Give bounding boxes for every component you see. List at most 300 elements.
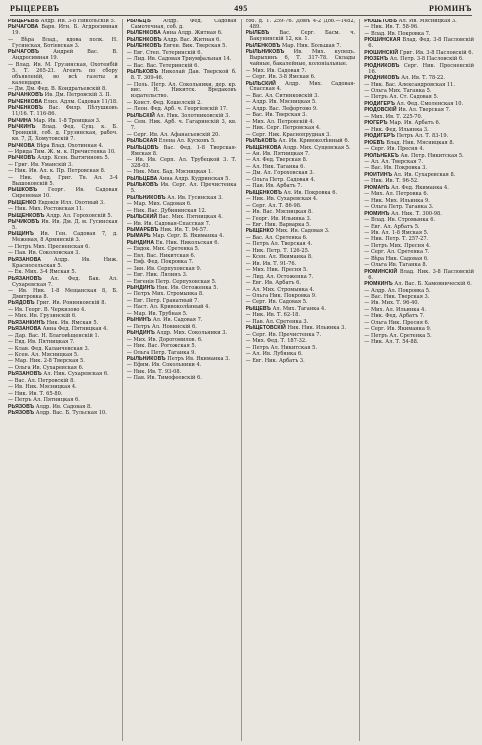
entry-text: — Петръ Мих. Пресня 4. xyxy=(364,242,431,249)
entry-text: — Петръ Ал. Новинскій 6. xyxy=(126,323,197,330)
entry-text: — Евф. Фед. Покровка 7. xyxy=(126,259,194,266)
entry-text: Евген. Вик. Тверская 5. xyxy=(163,43,228,50)
entry-text: — Вѣра Влад., вдова полк. Н. Гусинская, Ботіевская 3. xyxy=(8,36,118,49)
column-2 xyxy=(127,19,237,741)
entry-surname: РЮМАНЪ xyxy=(364,184,390,191)
entry-text: — Мар. Мих. Садовая 6. xyxy=(126,201,192,208)
directory-entry xyxy=(127,70,237,82)
entry-text: — Петръ Ал. Пятницкая 6. xyxy=(8,397,80,404)
entry-surname: РЫЛЬСКІЙ xyxy=(126,112,155,119)
entry-text: — Мих. Ал. Петровскій 4. xyxy=(245,118,315,125)
entry-text: — Ив. Ив. Серп. Ал. Трубецкой 3. Т. 328-03. xyxy=(126,156,237,169)
entry-text: — Евг. Ник. Арбатъ 3. xyxy=(245,357,305,364)
entry-text: — Ник. Вас. Дубининская 12. xyxy=(126,207,207,214)
entry-text: — Ив. Вас. Мясницкая 8. xyxy=(245,209,313,216)
entry-text: Елена Ал. Кусковъ 5. xyxy=(158,138,216,145)
entry-text: Алдр. Ив. 3-8 Никольскій 5. xyxy=(40,19,116,24)
columns-container xyxy=(8,19,474,741)
entry-text: — Лид. Ив. Садовая Триумфальная 14. xyxy=(126,56,232,63)
entry-text: Ник. Ив. Остоженка 5. xyxy=(156,285,219,292)
entry-text: Вас. Филр. Пѣтушковъ 11/16. Т. 116-86. xyxy=(12,105,118,118)
entry-surname: РЫЩЕНКО xyxy=(8,199,37,206)
column-divider xyxy=(359,19,360,741)
entry-surname: РЮДНИКОВЪ xyxy=(364,62,400,69)
entry-text: Ал. Фед. Смоленская 10. xyxy=(396,100,464,107)
entry-surname: РЫНИНЪ xyxy=(126,317,152,324)
header-left-keyword: РЫЦЕРЕВЪ xyxy=(10,4,60,13)
entry-surname: РЮЕВЪ xyxy=(364,139,385,146)
entry-text: Алдр. Ал. Гороховскій 5. xyxy=(46,212,113,219)
directory-entry xyxy=(8,25,118,37)
entry-text: Вас. Серг. Басм. ч. Бакунинскій 12, кв. 1. xyxy=(249,30,356,43)
entry-text: — Евг. Ив. Арбатъ 6. xyxy=(245,280,302,287)
entry-text: — Влад. Ив. Покровка 7. xyxy=(364,30,431,37)
entry-text: Ал. Ив. Сухаревская 8. xyxy=(393,171,456,178)
entry-text: — Наст. Ал. Кривоколѣнный 4. xyxy=(126,304,210,311)
directory-entry xyxy=(8,63,118,87)
entry-text: Петръ Ал. Т. 83-19. xyxy=(396,133,449,140)
entry-text: Ал. Вас. Б. Хамовническій 6. xyxy=(394,281,472,288)
entry-text: — Георг. Ив. Ильинка 3. xyxy=(245,215,312,222)
entry-text: Влад. Фед. 3-8 Пасловскій 6. xyxy=(368,37,474,50)
entry-text: Мар. Ив. 1-8 Троицкая 3. xyxy=(33,117,101,124)
directory-entry xyxy=(127,376,237,382)
entry-text: — Ник. Серг. Петровская 4. xyxy=(245,125,321,132)
entry-text: — Ольга Ив. Сухаревская 6. xyxy=(8,364,84,371)
entry-text: — Мих. Ал. Ильинка 4. xyxy=(364,306,426,313)
directory-entry xyxy=(127,19,237,31)
entry-text: — Ирида Тим. Ж. м. к. Пречистенка 10. xyxy=(8,149,116,156)
entry-text: Алдр. Вас. Житная 6. xyxy=(163,36,221,43)
entry-text: Григ. Ив. Ронинковскій 8. xyxy=(36,300,107,307)
entry-text: — Вас. Вас. Тетеринскій 6. xyxy=(126,62,200,69)
entry-text: Влад. Фед. Сущ. к. Б. Троицкій, соб. д. Грузинская, рабоч. кв. 7, Д. Хомутовскій 7. xyxy=(12,124,118,143)
entry-surname: РЫЛЕНКОВЪ xyxy=(245,42,281,49)
entry-surname: РЬЯЗАНОВА xyxy=(8,256,42,263)
entry-text: — Ив. Ник. 1-8 Мещанская 8, Б. Дмитровка 8. xyxy=(8,287,118,300)
entry-text: — Ольга Петр. Таганка 3. xyxy=(364,204,434,211)
entry-surname: РЫЛЬКОВЪ xyxy=(126,182,159,189)
entry-text: — Ал. Ив. Лубянка 6. xyxy=(245,351,303,358)
directory-entry xyxy=(246,359,356,365)
entry-text: Вас. Мих. Пятницкая 4. xyxy=(158,214,223,221)
entry-surname: РЬЯЗОВЪ xyxy=(8,403,35,410)
entry-surname: РЫЛЬСКИЙ xyxy=(126,214,158,221)
directory-entry xyxy=(8,411,118,417)
entry-text: Алдр. Ив. Садовая 8. xyxy=(35,403,92,410)
entry-text: — Евг. Ал. Арбатъ 5. xyxy=(364,223,420,230)
entry-surname: РЬЯЗАНКИНЪ xyxy=(8,319,45,326)
entry-text: — Пав. Ив. Тимофеевскій 6. xyxy=(126,375,202,382)
entry-text: Алдр. Мих. Сокольники 3. xyxy=(156,330,228,337)
entry-surname: РЫЧЕНКОВЪ xyxy=(8,105,43,112)
entry-text: — Ек. Мих. 3-4 Ямская 5. xyxy=(8,269,77,276)
entry-text: — Пав. Ив. Соколовская 3. xyxy=(8,250,80,257)
entry-surname: РЮЛЬНЕКЕЪ xyxy=(364,152,399,159)
entry-surname: РЫЛЬКОВЪ xyxy=(245,138,277,145)
entry-text: — Серг. Ал. Сретенка 7. xyxy=(364,249,430,256)
directory-entry xyxy=(8,106,118,118)
entry-surname: РЬЯЗОВЪ xyxy=(8,410,35,417)
entry-text: — Ник. Ив. Т. 62-18. xyxy=(245,312,300,319)
directory-entry xyxy=(8,277,118,289)
entry-text: — Евг. Петр. Гранатный 7. xyxy=(126,297,199,304)
directory-entry xyxy=(8,125,118,143)
entry-surname: РЫНДИНА xyxy=(126,239,155,246)
entry-text: — Серг. Ив. Садовая 5. xyxy=(245,299,308,306)
entry-surname: РЫШКОВЪ xyxy=(8,187,38,194)
entry-text: Варв. Игн. Б. Агдросимная 19. xyxy=(12,24,118,37)
entry-text: Ив. Ал. Тверская 7. xyxy=(398,107,451,114)
entry-text: — Ник. Фед. Ильинка 3. xyxy=(364,126,429,133)
entry-surname: РЫЩЕВЪ xyxy=(245,305,271,312)
entry-text: — Ник. Фед. Арбатъ 7. xyxy=(364,313,425,320)
entry-text: — Ник. Ив. Т. 65-80. xyxy=(8,390,63,397)
entry-surname: РЮГЕРЪ xyxy=(364,120,388,127)
header-rule xyxy=(10,15,472,16)
entry-surname: РЫЛЬЦОВЪ xyxy=(126,144,159,151)
entry-text: — Ив. Георг. В. Черкизово 4. xyxy=(8,306,86,313)
entry-text: — Вас. Ив. Покровка 3. xyxy=(364,165,427,172)
entry-text: — Мих. Ив. Садовая 7. xyxy=(245,67,307,74)
entry-text: — Ник. Ив. Т. 58-96. xyxy=(364,24,419,31)
directory-entry xyxy=(127,146,237,158)
entry-text: Ал. Фед. Бак. Ал. Сухаревская 7. xyxy=(12,275,118,288)
entry-surname: РЫЩЕНКОВЪ xyxy=(8,212,45,219)
entry-text: Елиз. Адлм. Садовая 11/18. xyxy=(43,98,118,105)
entry-text: Ал. Ив. Т. 78-22. xyxy=(401,75,446,82)
entry-text: — Вас. Ник. Тверская 3. xyxy=(364,293,430,300)
entry-text: — Дар. Вас. Н. Благовѣщенскій 1. xyxy=(8,332,100,339)
directory-entry xyxy=(127,120,237,132)
entry-text: Мар. Ник. Большая 7. xyxy=(282,42,342,49)
entry-text: — Евг. Степ. Тетеринскій 6. xyxy=(126,49,203,56)
directory-entry xyxy=(8,289,118,301)
entry-surname: РЫЩЕНКОВА xyxy=(245,144,282,151)
entry-text: Влад. Ник. Мясницкая 8. xyxy=(386,139,455,146)
entry-text: — Григ. Ив. Уманскій 3. xyxy=(8,161,73,168)
column-divider xyxy=(122,19,123,741)
directory-entry xyxy=(8,176,118,188)
entry-text: — Алдр. Ал. Покровка 5. xyxy=(364,287,431,294)
entry-text: Алдр. Фед. Садовая Самотечная, соб. д. xyxy=(130,19,237,30)
entry-surname: РЫЛЬНИКОВЪ xyxy=(126,356,166,363)
directory-entry xyxy=(127,83,237,101)
entry-surname: РЮШИНСКАЯ xyxy=(364,37,401,44)
entry-text: Ал. Ив. Покровка 6. xyxy=(283,189,338,196)
entry-text: — Конст. Фед. Кошелскій 2. xyxy=(126,99,202,106)
directory-entry xyxy=(364,340,474,346)
entry-text: — Вас. Ал. Сретенка 6. xyxy=(245,234,308,241)
entry-text: Ал. Ив. Мясницкая 3. xyxy=(398,19,457,24)
entry-text: — Ник. Ив. Ал. к. Пр. Петровская 8. xyxy=(8,168,106,175)
entry-text: — Вас. Ив. Тверская 3. xyxy=(245,112,307,119)
entry-surname: РЫЧИНА xyxy=(8,117,32,124)
entry-text: — Зин. Ив. Серпуховская 9. xyxy=(126,265,202,272)
entry-surname: РЮДОВСКІЙ xyxy=(364,107,397,114)
entry-text: Ан. Петр. Никитская 5. xyxy=(400,152,464,159)
entry-text: Алдр. Мих. Садовая-Спасская 4. xyxy=(249,80,356,93)
entry-text: — Мар. Ив. Трубная 5. xyxy=(126,310,188,317)
entry-text: Ал. Ник. Т. 300-98. xyxy=(391,210,442,217)
entry-text: Ник. Ив. Т. 94-57. xyxy=(160,226,208,233)
directory-entry xyxy=(364,270,474,282)
entry-text: соб. д. Т. 259-76. Домъ 4-2 Доб.—1482, 489. xyxy=(245,19,356,30)
entry-text: — Ал. Ал. Тверская 7. xyxy=(364,158,423,165)
entry-text: — Ал. Мих. Стромынка 4. xyxy=(245,286,315,293)
entry-surname: РЮДИГЕРЪ xyxy=(364,133,395,140)
entry-text: — Леон. Фед. Арб. ч. Георгіевскій 17. xyxy=(126,106,228,113)
entry-text: — Влад. Ив. Стромынка 6. xyxy=(364,217,436,224)
entry-text: — Поль. Петр. Ал. Сокольники, дер. кр. вис. Н. Никитск. Вредаковъ издательство. xyxy=(126,81,237,100)
entry-surname: РЫЦЕРЕВЪ xyxy=(8,19,39,24)
entry-surname: РЫЩЕНКО xyxy=(245,228,274,235)
entry-surname: РЫЩИНЪ xyxy=(8,231,34,238)
directory-entry xyxy=(8,220,118,232)
entry-text: Ник. Ник. Ильинка 3. xyxy=(287,325,346,332)
entry-surname: РЫЛЬНИКОВЪ xyxy=(245,49,285,56)
entry-text: — Мих. Ал. Петровка 6. xyxy=(364,191,429,198)
entry-text: — Клав. Фед. Каланчевская 3. xyxy=(8,345,90,352)
entry-surname: РЫМАРЕВЪ xyxy=(126,226,159,233)
page-number: 495 xyxy=(234,4,248,13)
entry-text: — Ефим. Ив. Сокольники 4. xyxy=(126,362,202,369)
entry-text: — Серг. Ив. Пресня 4. xyxy=(364,146,425,153)
entry-text: — Ольга Петр. Садовая 4. xyxy=(245,176,316,183)
entry-text: — Серг. Ив. 3-8 Ямская 6. xyxy=(245,74,316,81)
entry-text: Ал. Ник. Сухаревская 6. xyxy=(43,371,109,378)
directory-entry xyxy=(246,31,356,43)
entry-surname: РЮШЕТОВЪ xyxy=(364,19,398,24)
entry-text: — Петръ Мих. Пресненская 6. xyxy=(8,243,90,250)
entry-text: Алдр. Мих. Сущевская 5. xyxy=(282,144,351,151)
entry-text: — Мих. Ив. Т. 225-70. xyxy=(364,113,423,120)
entry-surname: РЫЛЬНИКОВЪ xyxy=(126,194,166,201)
entry-text: Анна Алдр. Кудринская 5. xyxy=(159,175,230,182)
entry-text: — Ник. Вас. Рогожская 5. xyxy=(126,343,197,350)
entry-text: — Мих. Ив. Грузинскій 6. xyxy=(8,313,77,320)
entry-text: Ал. Фед. Якиманка 4. xyxy=(391,184,449,191)
entry-text: — Ник. Ал. Т. 54-88. xyxy=(364,339,419,346)
entry-text: — Серг. Ив. Якиманка 9. xyxy=(364,326,432,333)
entry-text: — Ксен. Ал. Мясницкая 5. xyxy=(8,352,79,359)
entry-text: — Петръ Ал. Сретенка 5. xyxy=(364,332,432,339)
entry-text: — Вас. Ал. Ситниковскій 3. xyxy=(245,92,319,99)
entry-text: — Лид. Ал. Остоженка 7. xyxy=(245,273,314,280)
entry-surname: РЫЧАНКОВЪ xyxy=(8,92,44,99)
entry-text: — Ив. Ив. Садовая-Спасская 7. xyxy=(126,220,211,227)
entry-surname: РЮМКИНЪ xyxy=(364,281,393,288)
entry-surname: РЫЛЬЦЕВА xyxy=(126,175,158,182)
column-3 xyxy=(246,19,356,741)
entry-text: Ек. Ник. Никольская 6. xyxy=(155,239,220,246)
entry-surname: РЮДНИКОВЪ xyxy=(364,75,400,82)
entry-text: — Ксен. Ал. Якиманка 8. xyxy=(245,254,313,261)
entry-text: — Евдок. Мих. Сретенка 5. xyxy=(126,246,200,253)
entry-text: Влад. Ник. 3-8 Пасловскій 6. xyxy=(368,268,474,281)
entry-text: Ал. Ив. Садовая 7. xyxy=(152,317,203,324)
entry-text: Ал. Петр. 3-8 Пасловскій 6. xyxy=(389,56,464,63)
entry-text: Григ. Ив. 3-8 Пасловскій 6. xyxy=(399,49,474,56)
entry-text: Евдокія Илл. Охотный 3. xyxy=(38,199,105,206)
entry-text: Мар. Ив. Арбатъ 6. xyxy=(389,120,441,127)
header-right-keyword: РЮМИНЪ xyxy=(428,4,472,13)
entry-text: — Ив. Ив. Т. 91-76. xyxy=(245,260,297,267)
entry-text: Вѣра Влад. Охотинная 4. xyxy=(36,142,104,149)
entry-text: — Ив. Ник. Мясницкая 4. xyxy=(8,384,77,391)
entry-surname: РЮМИНЪ xyxy=(364,210,390,217)
entry-surname: РЫЛЕЦЪ xyxy=(126,19,151,24)
entry-surname: РЫЩЕТОВСКІЙ xyxy=(245,325,286,332)
entry-text: — Серг. Ал. Т. 86-98. xyxy=(245,202,302,209)
entry-text: — Мих. Фед. Т. 187-32. xyxy=(245,338,307,345)
entry-text: Ив. Мих. купецъ. Вырыхинъ 6, Т. 317-78. Склады чайные, бакалейные, колоніальные. xyxy=(249,49,356,68)
entry-text: — Ал. Фед. Тверская 8. xyxy=(245,157,308,164)
directory-entry xyxy=(246,19,356,31)
entry-text: — Ник. Фед. Григ. Тв. Ал. 3-4 Вышоковскій 5. xyxy=(8,174,118,187)
entry-text: — Пав. Ив. Арбатъ 7. xyxy=(245,183,303,190)
entry-text: — Дм. Дм. Фед. В. Кондратьевскій 8. xyxy=(8,85,107,92)
entry-text: — Петръ Ал. Тверская 4. xyxy=(245,241,313,248)
entry-text: — Серг. Ив. Ал. Афанасьевскій 20. xyxy=(126,131,221,138)
entry-text: Ал. Ив. Гусинская 3. xyxy=(167,194,223,201)
entry-surname: РЫНДИНЪ xyxy=(126,330,155,337)
entry-surname: РЬЯДОВЪ xyxy=(8,300,35,307)
entry-text: — Ник. Ив. Т. 96-52. xyxy=(364,178,419,185)
entry-text: — Ник. Вас. Александровская 11. xyxy=(364,81,456,88)
entry-text: Ив. Дм. Петровскій 3. II. xyxy=(44,92,111,99)
entry-surname: РЫЧАГОВА xyxy=(8,24,39,31)
entry-text: Вас. Фед. 1-8 Тверская-Ямская 8. xyxy=(130,144,237,157)
entry-text: — Ник. Мих. Бад. Мясницкая 1. xyxy=(126,169,213,176)
entry-text: — Алдр. Ив. Мясницкая 5. xyxy=(245,99,317,106)
entry-text: Николай Дан. Тверской б. 8. Т. 309-46. xyxy=(130,69,237,82)
entry-text: — Евл. Вас. Никитская 6. xyxy=(126,252,196,259)
entry-text: — Ольга Петр. Таганка 9. xyxy=(126,349,196,356)
entry-text: — Ив. Ал. 1-8 Ямская 5. xyxy=(364,229,429,236)
entry-text: — Вѣра Ник. Садовая 6. xyxy=(364,255,429,262)
directory-entry xyxy=(127,183,237,195)
column-1 xyxy=(8,19,118,741)
entry-text: — Мих. Ник. Пресня 5. xyxy=(245,267,308,274)
entry-text: — Ольга Ив. Таганка 8. xyxy=(364,262,428,269)
entry-text: — Евд. Ив. Пятницкая 7. xyxy=(8,339,75,346)
entry-text: Алдр. Ив. Ниж. Красносельская 5. xyxy=(12,256,118,269)
entry-text: — Евг. Ник. Варварка 5. xyxy=(245,222,311,228)
entry-text: Ал. Ник. Золотниковскій 3. xyxy=(156,112,230,119)
entry-text: Анна Фед. Пятницкая 4. xyxy=(42,326,109,333)
column-4 xyxy=(364,19,474,741)
entry-surname: РЫЛЕНКОВЪ xyxy=(126,43,162,50)
entry-text: — Ольга Мих. Таганка 5. xyxy=(364,87,432,94)
entry-text: — Петръ Мих. Стромынка 8. xyxy=(126,291,204,298)
entry-text: — Сем. Ник. Арб. ч. Гагаринскій 3, кв. 7. xyxy=(126,119,237,132)
entry-text: Алдр. Вас. Б. Тульская 10. xyxy=(35,410,107,417)
entry-surname: РЫЛЬКОВЪ xyxy=(126,69,159,76)
entry-text: — Ник. Ив. Т. 93-08. xyxy=(126,368,182,375)
entry-text: Алдр. Ксен. Вытягиновъ 5. xyxy=(37,155,110,162)
directory-entry xyxy=(8,50,118,62)
entry-text: Ал. Ив. Кривоколѣнный 6. xyxy=(278,138,350,145)
entry-text: — Ольга Ник. Пресня 6. xyxy=(364,319,430,326)
directory-entry xyxy=(246,50,356,68)
entry-surname: РЫЧКИНЪ xyxy=(8,124,36,131)
entry-text: — Ан. Ив. Пятницкая 7. xyxy=(245,151,310,158)
directory-entry xyxy=(246,82,356,94)
entry-surname: РЫЛЬСКИЙ xyxy=(245,80,276,87)
entry-surname: РЫЧЕНКОВА xyxy=(8,98,43,105)
entry-surname: РЬЯЗАНОВА xyxy=(8,326,42,333)
entry-text: — Евгенія Петр. Серпуховская 5. xyxy=(126,278,217,285)
entry-text: Ал. Мих. Таганка 4. xyxy=(272,305,326,312)
entry-surname: РЫЧАГОВЪ xyxy=(8,49,40,56)
entry-surname: РЮШИНСКІЙ xyxy=(364,49,399,56)
entry-text: — Ник. Мих. Ростовская 11. xyxy=(8,206,84,213)
entry-text: Серг. Ник. Пресненскій 16. xyxy=(368,62,474,75)
entry-text: — Серг. Ив. Пречистенка 7. xyxy=(245,331,322,338)
entry-text: — Ник. Мих. Ильинка 9. xyxy=(364,197,430,204)
entry-text: Ник. Ив. Ямская 5. xyxy=(46,319,99,326)
entry-text: Ив. Ген. Садовая 7, д. Межевая, 8 Армянскій 3. xyxy=(12,231,118,244)
entry-text: — Ник. Петр. Т. 257-27. xyxy=(364,236,429,243)
entry-surname: РЫЧКОВА xyxy=(8,142,35,149)
entry-text: — Петръ Ал. Никитская 5. xyxy=(245,344,317,351)
directory-entry xyxy=(364,38,474,50)
entry-surname: РЮЗЕНЪ xyxy=(364,56,389,63)
entry-text: — Дм. Ал. Гороховская 3. xyxy=(245,170,315,177)
entry-text: Андрей Вас. В. Андросимная 19. xyxy=(12,49,118,62)
entry-text: Ив. Ив. Дм. Д. м. Гусинская 5. xyxy=(12,219,118,231)
entry-text: — Влад. Ив. М. Грузинская, Охотенбій 5. Т. 265-21. Агентъ по сбору объявленій, во всѣ газеты и календари. xyxy=(8,61,118,86)
entry-text: — Вас. Ал. Петровскій 8. xyxy=(8,377,75,384)
entry-text: — Ник. Ив. Сухаревская 4. xyxy=(245,196,318,203)
entry-text: Ив. Серг. Ал. Пречистенка 5. xyxy=(130,182,237,195)
entry-text: Мар. Серг. Б. Якиманка 4. xyxy=(152,233,224,240)
entry-text: — Ник. Петр. Т. 126-25. xyxy=(245,247,310,254)
directory-entry xyxy=(8,38,118,50)
entry-surname: РЫЧКОВЪ xyxy=(8,155,36,162)
entry-text: — Мар. Ник. 2-8 Тверская 5. xyxy=(8,358,85,365)
entry-surname: РЫНДИНЪ xyxy=(126,285,155,292)
entry-surname: РЫЩЕНКОВЪ xyxy=(245,189,282,196)
entry-text: — Серг. Ник. Краснопрудная 3. xyxy=(245,131,332,138)
entry-text: Георг. Ив. Садовая Сиреневая 10. xyxy=(12,187,118,200)
entry-surname: РЮИТИНЪ xyxy=(364,171,393,178)
entry-text: Петръ Ив. Якиманка 3. xyxy=(167,356,230,363)
entry-surname: РЫЧИКОВЪ xyxy=(8,219,40,225)
directory-entry xyxy=(8,188,118,200)
entry-text: — Алдр. Вас. Лефортово 9. xyxy=(245,105,318,112)
entry-surname: РЬЯЗАНОВЪ xyxy=(8,275,42,282)
entry-surname: РЮМИНСКІЙ xyxy=(364,268,398,275)
entry-text: — Пав. Ал. Сретенка 3. xyxy=(245,318,309,325)
directory-entry xyxy=(8,232,118,244)
entry-text: Анна Алдр. Житная 6. xyxy=(162,30,223,37)
entry-surname: РЫЛЕВЪ xyxy=(245,30,270,37)
entry-surname: РЮДИГЕРЪ xyxy=(364,100,395,107)
entry-text: — Петръ Ал. Ст. Садовая 5. xyxy=(364,94,439,101)
entry-text: Мих. Ив. Садовая 3. xyxy=(275,228,330,235)
column-divider xyxy=(241,19,242,741)
entry-surname: РЫЛЕНКОВЪ xyxy=(126,36,162,43)
directory-entry xyxy=(364,64,474,76)
directory-entry xyxy=(127,158,237,170)
entry-text: — Мих. Ив. Дорогомилов. 6. xyxy=(126,336,203,343)
entry-text: — Ал. Ник. Таганка 6. xyxy=(245,163,306,170)
entry-surname: РЫЛЬСКАЯ xyxy=(126,138,158,145)
entry-text: — Ив. Мих. Т. 96-40. xyxy=(364,300,420,307)
directory-entry xyxy=(8,258,118,270)
